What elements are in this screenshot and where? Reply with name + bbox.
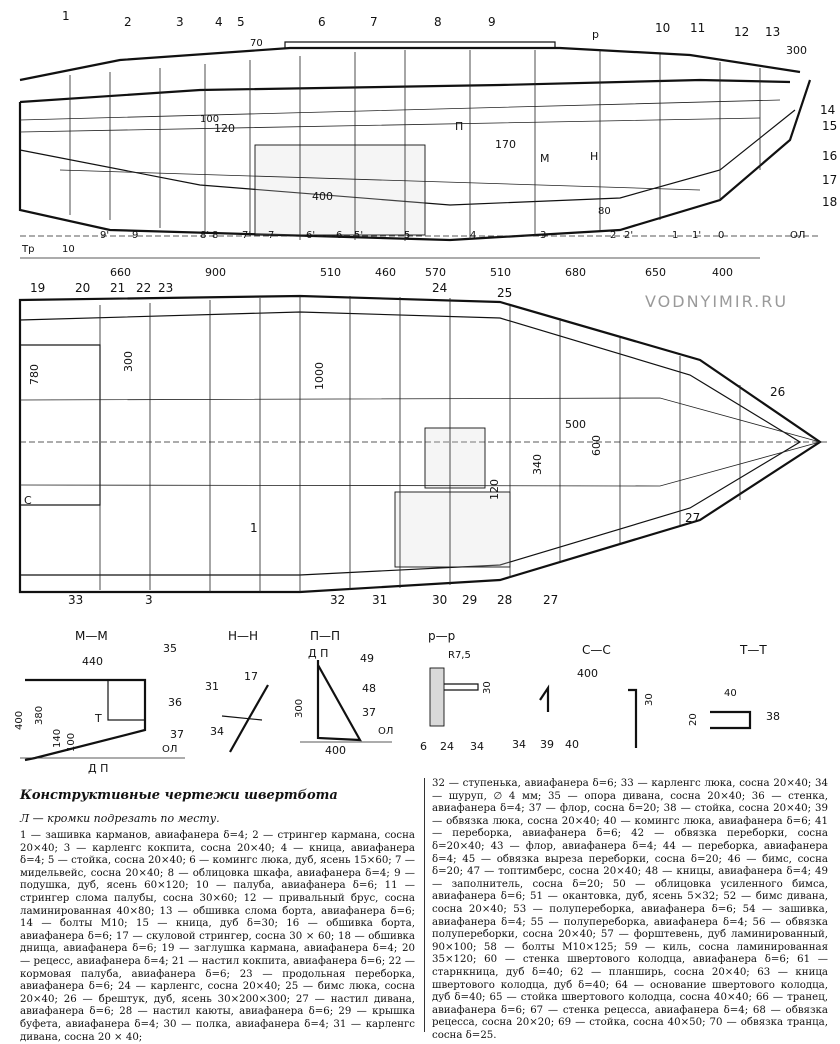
dim-20: 20 <box>688 713 699 726</box>
dim-510: 510 <box>320 266 341 279</box>
column-divider <box>424 778 425 1032</box>
station-0: 0 <box>718 230 725 241</box>
station-8: 8 <box>212 230 219 241</box>
part-24: 24 <box>440 740 454 753</box>
dim-400: 400 <box>14 710 25 730</box>
section-m-seat <box>108 680 145 720</box>
section-title: С—С <box>582 643 611 657</box>
dim-600: 600 <box>590 435 603 456</box>
dim-340: 340 <box>531 454 544 475</box>
section-title: р—р <box>428 629 456 643</box>
part-49: 49 <box>360 652 374 665</box>
part-6: 6 <box>420 740 427 753</box>
dim-570: 570 <box>425 266 446 279</box>
part-8: 8 <box>434 15 442 29</box>
station-2': 2' <box>624 230 634 241</box>
part-23: 23 <box>158 281 174 295</box>
dim-380: 380 <box>34 705 45 725</box>
dim-400: 400 <box>312 190 333 203</box>
dim-30: 30 <box>644 693 655 706</box>
plan-dimension-labels <box>24 351 603 507</box>
section-r-plank <box>444 684 478 690</box>
ol-label: ОЛ <box>378 726 394 737</box>
dim-400: 400 <box>712 266 733 279</box>
dim-440: 440 <box>82 655 103 668</box>
parts-list-left: 1 — зашивка карманов, авиафанера δ=4; 2 — стрингер кармана, сосна 20×40; 3 — карленгс кокпита, сосна 20×40; 4 — кница, авиафанера δ=4; 5 — стойка, сосна 20×40; 6 — комингс люка, дуб, ясень 15×60; 7 — мидельвейс, сосна 20×40; 8 — облицовка шкафа, авиафанера δ=4; 9 — подушка, дуб, ясень 60×120; 10 — палуба, авиафанера δ=6; 11 — стрингер слома палубы, сосна 30×60; 12 — привальный брус, сосна ламинированная 40×80; 13 — обшивка слома борта, авиафанера δ=6; 14 — болты М10; 15 — кница, дуб δ=30; 16 — обшивка борта, авиафанера δ=6; 17 — скуловой стрингер, сосна 30 × 60; 18 — обшивка днища, авиафанера δ=6; 19 — заглушка кармана, авиафанера δ=4; 20 — рецесс, авиафанера δ=4; 21 — настил кокпита, авиафанера δ=6; 22 — кормовая палуба, авиафанера δ=6; 23 — продольная переборка, авиафанера δ=6; 24 — карленгс, сосна 20×40; 25 — бимс люка, сосна 20×40; 26 — брештук, дуб, ясень 30×200×300; 27 — настил дивана, авиафанера δ=6; 28 — настил каюты, авиафанера δ=6; 29 — крышка буфета, авиафанера δ=4; 30 — полка, авиафанера δ=4; 31 — карленгс дивана, сосна 20 × 40; <box>20 830 415 1043</box>
part-25: 25 <box>497 286 513 300</box>
station-Тр: Тр <box>22 244 35 255</box>
dim-40: 40 <box>724 688 737 699</box>
part-17: 17 <box>244 670 258 683</box>
section-r-beam <box>430 668 444 726</box>
station-10: 10 <box>62 244 75 255</box>
section-c-coaming <box>540 688 636 748</box>
part-18: 18 <box>822 195 838 209</box>
cross-sections <box>14 629 780 775</box>
section-p-frame <box>318 660 360 740</box>
part-1: 1 <box>62 9 70 23</box>
section-t-t <box>688 643 780 728</box>
dim-400: 400 <box>577 667 598 680</box>
part-31: 31 <box>372 593 388 607</box>
bunk-panel <box>255 145 425 235</box>
part-16: 16 <box>822 149 838 163</box>
part-39: 39 <box>540 738 554 751</box>
part-11: 11 <box>690 21 706 35</box>
part-31: 31 <box>205 680 219 693</box>
side-profile-view <box>20 9 837 279</box>
part-17: 17 <box>822 173 838 187</box>
part-26: 26 <box>770 385 786 399</box>
section-n-stringer <box>222 716 262 720</box>
caption-title: Конструктивные чертежи швертбота <box>20 788 338 803</box>
part-34: 34 <box>210 725 224 738</box>
dim-100: 100 <box>200 114 220 125</box>
part-1: 1 <box>250 521 258 535</box>
part-9: 9 <box>488 15 496 29</box>
station-ОЛ: ОЛ <box>790 230 806 241</box>
station-7': 7' <box>242 230 252 241</box>
part-38: 38 <box>766 710 780 723</box>
part-12: 12 <box>734 25 750 39</box>
section-mark-t: Т <box>95 712 102 725</box>
station-1': 1' <box>692 230 702 241</box>
section-r-r <box>420 629 493 753</box>
part-3: 3 <box>176 15 184 29</box>
sheer-line <box>20 48 800 80</box>
station-1: 1 <box>672 230 679 241</box>
section-title: Т—Т <box>740 643 767 657</box>
dim-510: 510 <box>490 266 511 279</box>
part-6: 6 <box>318 15 326 29</box>
section-title: Н—Н <box>228 629 259 643</box>
part-4: 4 <box>215 15 223 29</box>
section-c-c <box>512 643 655 751</box>
profile-dimension-labels <box>110 266 733 279</box>
part-33: 33 <box>68 593 84 607</box>
section-title: П—П <box>310 629 341 643</box>
section-t-frame <box>710 712 750 728</box>
dim-30: 30 <box>482 681 493 694</box>
part-21: 21 <box>110 281 126 295</box>
dim-70: 70 <box>250 38 263 49</box>
dim-80: 80 <box>598 206 611 217</box>
dim-300: 300 <box>294 698 305 718</box>
section-title: М—М <box>75 629 108 643</box>
part-15: 15 <box>822 119 838 133</box>
part-35: 35 <box>163 642 177 655</box>
cabin-floor-panel <box>395 492 510 567</box>
dim-780: 780 <box>28 364 41 385</box>
part-27: 27 <box>685 511 701 525</box>
part-20: 20 <box>75 281 91 295</box>
dim-460: 460 <box>375 266 396 279</box>
dim-900: 900 <box>205 266 226 279</box>
station-6': 6' <box>306 230 316 241</box>
part-2: 2 <box>124 15 132 29</box>
part-37: 37 <box>170 728 184 741</box>
section-m-m <box>14 629 185 775</box>
watermark: VODNYIMIR.RU <box>645 292 789 311</box>
station-4: 4 <box>470 230 477 241</box>
dim-650: 650 <box>645 266 666 279</box>
dim-680: 680 <box>565 266 586 279</box>
station-7: 7 <box>268 230 275 241</box>
dim-1000: 1000 <box>313 362 326 390</box>
part-10: 10 <box>655 21 671 35</box>
part-29: 29 <box>462 593 478 607</box>
station-9: 9 <box>132 230 139 241</box>
dim-r75: R7,5 <box>448 650 471 661</box>
part-30: 30 <box>432 593 448 607</box>
dim-100: 100 <box>66 732 77 752</box>
part-13: 13 <box>765 25 781 39</box>
part-48: 48 <box>362 682 376 695</box>
station-5: 5 <box>404 230 411 241</box>
dim-120: 120 <box>214 122 235 135</box>
section-mark-m: М <box>540 152 550 165</box>
dim-140: 140 <box>52 728 63 748</box>
part-40: 40 <box>565 738 579 751</box>
bench-panel <box>425 428 485 488</box>
station-8': 8' <box>200 230 210 241</box>
dim-300: 300 <box>122 351 135 372</box>
station-6: 6 <box>336 230 343 241</box>
part-3: 3 <box>145 593 153 607</box>
plan-view <box>20 281 830 607</box>
section-mark-pp: П <box>455 120 464 133</box>
ol-label: ОЛ <box>162 744 178 755</box>
station-3: 3 <box>540 230 547 241</box>
part-7: 7 <box>370 15 378 29</box>
section-mark-c: С <box>24 494 32 507</box>
part-32: 32 <box>330 593 346 607</box>
station-2: 2 <box>610 230 617 241</box>
base-label: Д П <box>308 647 329 660</box>
dim-500: 500 <box>565 418 586 431</box>
dim-400: 400 <box>325 744 346 757</box>
part-34: 34 <box>470 740 484 753</box>
section-mark-p: р <box>592 28 599 41</box>
caption-note: Л — кромки подрезать по месту. <box>20 812 220 825</box>
part-27: 27 <box>543 593 559 607</box>
part-22: 22 <box>136 281 152 295</box>
part-24: 24 <box>432 281 448 295</box>
section-mark-n: Н <box>590 150 599 163</box>
base-label: Д П <box>88 762 109 775</box>
station-5': 5' <box>354 230 364 241</box>
part-36: 36 <box>168 696 182 709</box>
part-34: 34 <box>512 738 526 751</box>
section-n-n <box>205 629 268 752</box>
caption <box>0 778 840 1043</box>
part-28: 28 <box>497 593 513 607</box>
dim-170: 170 <box>495 138 516 151</box>
part-19: 19 <box>30 281 46 295</box>
part-14: 14 <box>820 103 836 117</box>
dim-300: 300 <box>786 44 807 57</box>
section-p-p <box>294 629 393 757</box>
part-37: 37 <box>362 706 376 719</box>
dim-120: 120 <box>488 479 501 500</box>
station-9': 9' <box>100 230 110 241</box>
dim-660: 660 <box>110 266 131 279</box>
part-5: 5 <box>237 15 245 29</box>
parts-list-right: 32 — ступенька, авиафанера δ=6; 33 — карленгс люка, сосна 20×40; 34 — шуруп, ∅ 4 мм; 35 — опора дивана, сосна 20×40; 36 — стенка, авиафанера δ=4; 37 — флор, сосна δ=20; 38 — стойка, сосна 20×40; 39 — обвязка люка, сосна 20×40; 40 — комингс люка, авиафанера δ=6; 41 — переборка, авиафанера δ=6; 42 — обвязка переборки, сосна δ=20×40; 43 — флор, авиафанера δ=4; 44 — переборка, авиафанера δ=4; 45 — обвязка выреза переборки, сосна δ=20; 46 — бимс, сосна δ=20; 47 — топтимберс, сосна 20×40; 48 — кницы, авиафанера δ=4; 49 — заполнитель, сосна δ=20; 50 — облицовка усиленного бимса, авиафанера δ=6; 51 — окантовка, дуб, ясень 5×32; 52 — бимс дивана, сосна 20×40; 53 — полупереборка, авиафанера δ=6; 54 — зашивка, авиафанера δ=4; 55 — полупереборка, авиафанера δ=4; 56 — обвязка полупереборки, сосна 20×40; 57 — форштевень, дуб ламинированный, 90×100; 58 — болты М10×125; 59 — киль, сосна ламинированная 35×120; 60 — стенка швертового колодца, авиафанера δ=6; 61 — старнкница, дуб δ=40; 62 — планширь, сосна 20×40; 63 — кница швертового колодца, дуб δ=40; 64 — основание швертового колодца, дуб δ=40; 65 — стойка швертового колодца, сосна 40×40; 66 — транец, авиафанера δ=6; 67 — стенка рецесса, авиафанера δ=4; 68 — обвязка рецесса, сосна 20×20; 69 — стойка, сосна 40×50; 70 — обвязка транца, сосна δ=25. <box>432 778 828 1041</box>
